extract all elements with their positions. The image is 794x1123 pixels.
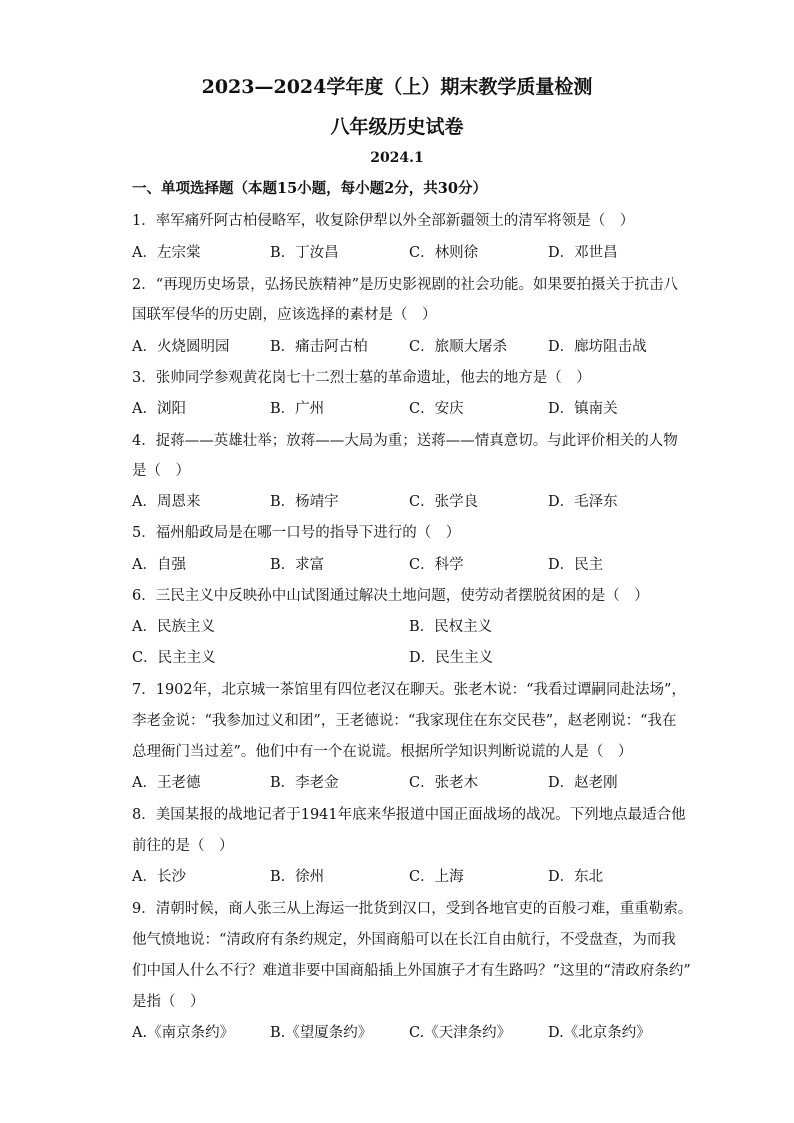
question-8-text: 前往的是（ ）: [132, 838, 234, 854]
question-8-option-a: A．长沙: [132, 869, 186, 885]
question-9-option-c: C.《天津条约》: [409, 1025, 512, 1041]
exam-subtitle: 八年级历史试卷: [330, 116, 464, 138]
question-3-option-d: D．镇南关: [548, 401, 618, 417]
question-6-option-b: B．民权主义: [409, 619, 493, 635]
question-9-text: 9．清朝时候，商人张三从上海运一批货到汉口，受到各地官吏的百般刁难，重重勒索。: [132, 901, 693, 917]
question-4-option-d: D．毛泽东: [548, 494, 618, 510]
section-heading: 一、单项选择题（本题15小题，每小题2分，共30分）: [132, 180, 487, 197]
question-9-option-b: B.《望厦条约》: [270, 1025, 373, 1041]
question-5-option-c: C．科学: [409, 557, 464, 573]
question-7-text: 李老金说：“我参加过义和团”，王老德说：“我家现住在东交民巷”，赵老刚说：“我在: [132, 713, 677, 729]
question-2-text: 2．“再现历史场景，弘扬民族精神”是历史影视剧的社会功能。如果要拍摄关于抗击八: [132, 277, 679, 293]
question-5-option-a: A．自强: [132, 557, 186, 573]
question-9-text: 他气愤地说：“清政府有条约规定，外国商船可以在长江自由航行，不受盘查，为而我: [132, 932, 676, 948]
question-5-text: 5．福州船政局是在哪一口号的指导下进行的（ ）: [132, 525, 461, 541]
question-7-text: 7．1902年，北京城一茶馆里有四位老汉在聊天。张老木说：“我看过谭嗣同赴法场”，: [132, 682, 686, 698]
question-5-option-b: B．求富: [270, 557, 325, 573]
question-9-text: 们中国人什么不行？难道非要中国商船插上外国旗子才有生路吗？”这里的“清政府条约”: [132, 963, 691, 979]
question-5-option-d: D．民主: [548, 557, 604, 573]
question-7-text: 总理衙门当过差”。他们中有一个在说谎。根据所学知识判断说谎的人是（ ）: [132, 744, 633, 760]
question-1-option-c: C．林则徐: [409, 245, 479, 261]
question-9-text: 是指（ ）: [132, 994, 205, 1010]
question-7-option-c: C．张老木: [409, 775, 479, 791]
question-2-option-c: C．旅顺大屠杀: [409, 339, 508, 355]
question-1-option-a: A．左宗棠: [132, 245, 201, 261]
question-9-option-d: D.《北京条约》: [548, 1025, 651, 1041]
question-1-text: 1．率军痛歼阿古柏侵略军，收复除伊犁以外全部新疆领土的清军将领是（ ）: [132, 213, 635, 229]
question-3-text: 3．张帅同学参观黄花岗七十二烈士墓的革命遗址，他去的地方是（ ）: [132, 370, 591, 386]
question-7-option-d: D．赵老刚: [548, 775, 618, 791]
question-2-option-b: B．痛击阿古柏: [270, 339, 368, 355]
question-8-option-c: C．上海: [409, 869, 464, 885]
question-1-option-b: B．丁汝昌: [270, 245, 339, 261]
exam-date: 2024.1: [370, 150, 424, 166]
question-4-option-c: C．张学良: [409, 494, 479, 510]
question-2-option-d: D．廊坊阻击战: [548, 339, 647, 355]
question-1-option-d: D．邓世昌: [548, 245, 618, 261]
question-8-option-b: B．徐州: [270, 869, 325, 885]
question-3-option-c: C．安庆: [409, 401, 464, 417]
question-6-option-a: A．民族主义: [132, 619, 215, 635]
question-3-option-a: A．浏阳: [132, 401, 186, 417]
question-6-option-c: C．民主主义: [132, 650, 216, 666]
question-4-option-a: A．周恩来: [132, 494, 201, 510]
question-2-text: 国联军侵华的历史剧，应该选择的素材是（ ）: [132, 307, 437, 323]
question-6-option-d: D．民生主义: [409, 650, 494, 666]
question-4-text: 是（ ）: [132, 463, 190, 479]
question-2-option-a: A．火烧圆明园: [132, 339, 230, 355]
question-4-option-b: B．杨靖宇: [270, 494, 339, 510]
question-4-text: 4．捉蒋——英雄壮举；放蒋——大局为重；送蒋——情真意切。与此评价相关的人物: [132, 433, 678, 449]
question-9-option-a: A.《南京条约》: [132, 1025, 235, 1041]
question-8-option-d: D．东北: [548, 869, 604, 885]
exam-title: 2023—2024学年度（上）期末教学质量检测: [201, 76, 593, 98]
question-7-option-b: B．李老金: [270, 775, 339, 791]
question-8-text: 8．美国某报的战地记者于1941年底来华报道中国正面战场的战况。下列地点最适合他: [132, 807, 686, 823]
question-7-option-a: A．王老德: [132, 775, 201, 791]
question-3-option-b: B．广州: [270, 401, 325, 417]
question-6-text: 6．三民主义中反映孙中山试图通过解决土地问题，使劳动者摆脱贫困的是（ ）: [132, 588, 649, 604]
